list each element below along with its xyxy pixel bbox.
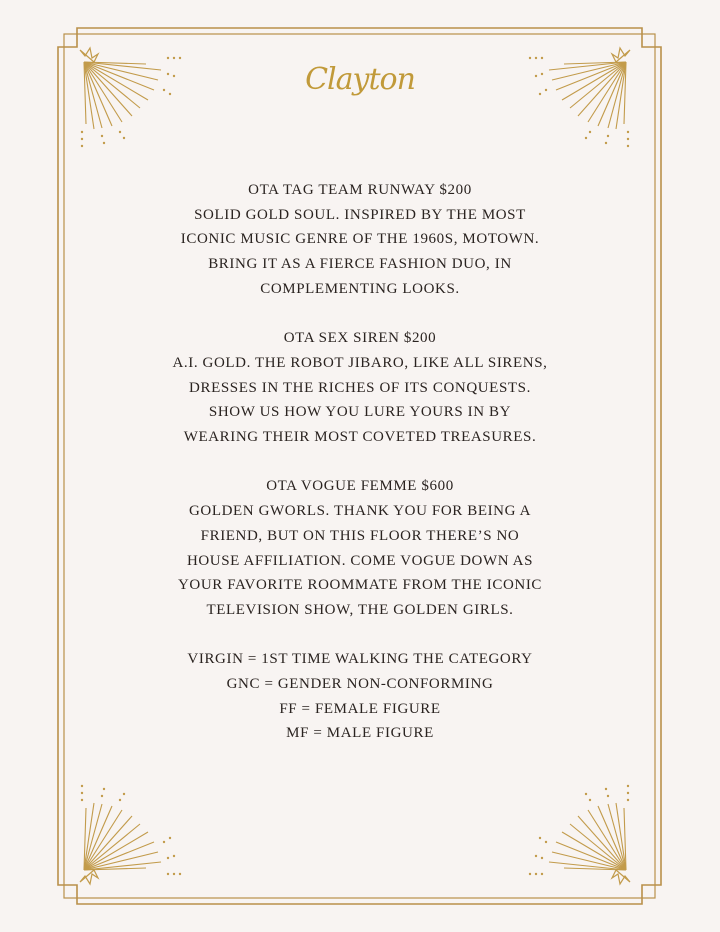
category-description-line: COMPLEMENTING LOOKS. bbox=[260, 280, 460, 297]
category-block-sex-siren bbox=[100, 326, 620, 450]
category-description-line: WEARING THEIR MOST COVETED TREASURES. bbox=[183, 429, 537, 446]
category-description-line: DRESSES IN THE RICHES OF ITS CONQUESTS. bbox=[189, 379, 531, 396]
category-description-line: SHOW US HOW YOU LURE YOURS IN BY bbox=[208, 404, 512, 421]
category-block-vogue-femme bbox=[100, 474, 620, 622]
sunburst-ornament-top-left bbox=[76, 44, 186, 154]
category-description-line: YOUR FAVORITE ROOMMATE FROM THE ICONIC bbox=[177, 577, 543, 594]
brand-logo-text: Clayton bbox=[305, 62, 415, 97]
sunburst-ornament-bottom-right bbox=[524, 778, 634, 888]
category-title: OTA TAG TEAM RUNWAY $200 bbox=[248, 182, 472, 198]
category-description-line: ICONIC MUSIC GENRE OF THE 1960S, MOTOWN. bbox=[180, 231, 540, 248]
legend-line: MF = MALE FIGURE bbox=[286, 725, 434, 742]
category-description-line: SOLID GOLD SOUL. INSPIRED BY THE MOST bbox=[194, 206, 526, 223]
category-description-line: A.I. GOLD. THE ROBOT JIBARO, LIKE ALL SIRENS, bbox=[172, 354, 548, 371]
category-list bbox=[100, 178, 620, 771]
category-title: OTA VOGUE FEMME $600 bbox=[266, 478, 454, 495]
category-description-line: FRIEND, BUT ON THIS FLOOR THERE’S NO bbox=[200, 527, 520, 544]
category-description-line: HOUSE AFFILIATION. COME VOGUE DOWN AS bbox=[186, 552, 534, 569]
category-legend bbox=[100, 647, 620, 746]
category-description-line: GOLDEN GWORLS. THANK YOU FOR BEING A bbox=[188, 503, 531, 520]
sunburst-ornament-top-right bbox=[524, 44, 634, 154]
category-description-line: TELEVISION SHOW, THE GOLDEN GIRLS. bbox=[206, 601, 514, 618]
legend-line: VIRGIN = 1ST TIME WALKING THE CATEGORY bbox=[187, 651, 533, 668]
category-title: OTA SEX SIREN $200 bbox=[283, 330, 437, 347]
brand-logo bbox=[300, 55, 420, 105]
sunburst-ornament-bottom-left bbox=[76, 778, 186, 888]
category-description-line: BRING IT AS A FIERCE FASHION DUO, IN bbox=[208, 256, 512, 273]
legend-line: GNC = GENDER NON-CONFORMING bbox=[226, 676, 494, 693]
category-block-tag-team-runway bbox=[100, 178, 620, 302]
legend-line: FF = FEMALE FIGURE bbox=[279, 700, 441, 717]
